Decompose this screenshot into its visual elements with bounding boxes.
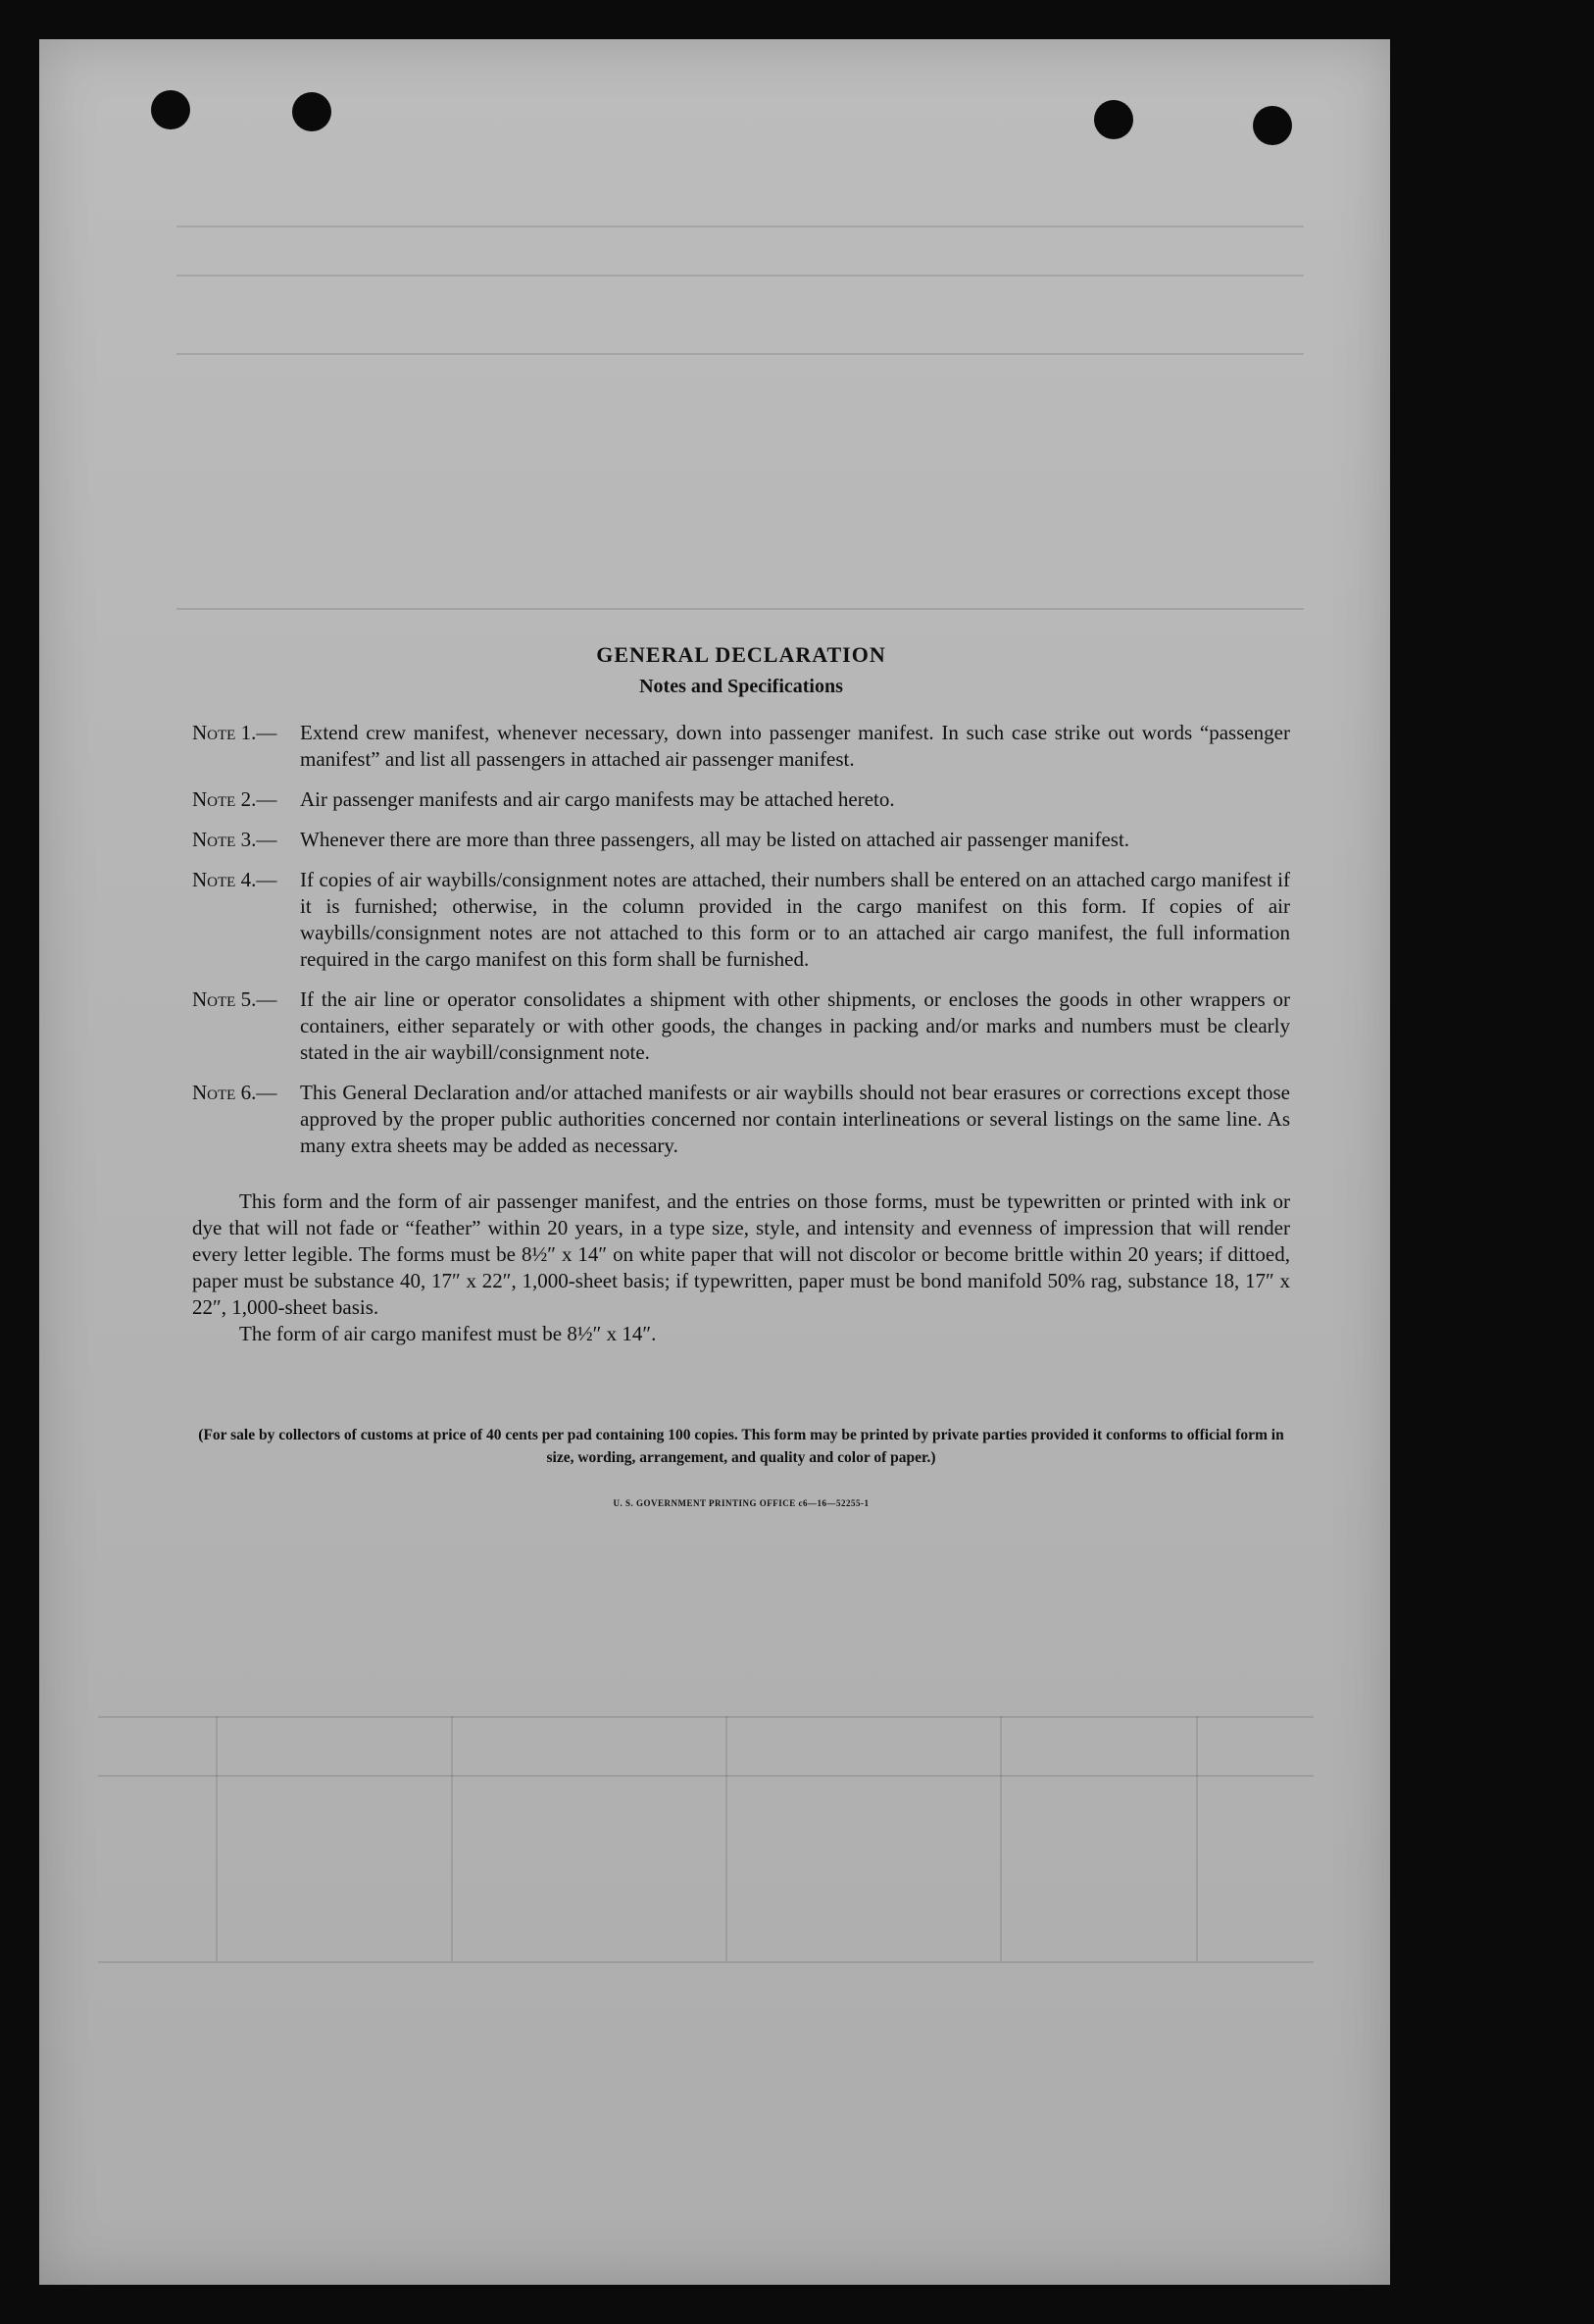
punch-hole — [151, 90, 190, 129]
note-text: If copies of air waybills/consignment notes are attached, their numbers shall be entered on an attached cargo manifest if it is furnished; otherwise, in the column provided in the cargo manifest on this form. If copies of air waybills/consignment notes are not attached to this form or to an attached air cargo manifest, the full information required in the cargo manifest on this form shall be furnished. — [300, 868, 1290, 971]
bleed-through-line — [725, 1716, 727, 1961]
specifications-paragraph: This form and the form of air passenger manifest, and the entries on those forms, must be typewritten or printed with ink or dye that will not fade or “feather” within 20 years, in a type size, style, and intensity and evenness of impression that will render every letter legible. The forms must be 8½″ x 14″ on white paper that will not discolor or become brittle within 20 years; if dittoed, paper must be substance 40, 17″ x 22″, 1,000-sheet basis; if typewritten, paper must be bond manifold 50% rag, substance 18, 17″ x 22″, 1,000-sheet basis. — [192, 1189, 1290, 1319]
cargo-manifest-size: The form of air cargo manifest must be 8½″ x 14″. — [239, 1322, 657, 1345]
note-label: Note 1.— — [192, 721, 277, 744]
page-title: GENERAL DECLARATION — [596, 642, 886, 667]
bleed-through-line — [98, 1716, 1314, 1718]
note-text: Extend crew manifest, whenever necessary, down into passenger manifest. In such case strike out words “passenger manifest” and list all passengers in attached air passenger manifest. — [300, 721, 1290, 771]
document-page — [39, 39, 1390, 2285]
note-6 — [192, 1080, 1290, 1159]
note-text: If the air line or operator consolidates a shipment with other shipments, or encloses the goods in other wrappers or containers, either separately or with other goods, the changes in packing and/or marks and numbers must be clearly stated in the air waybill/consignment note. — [300, 987, 1290, 1064]
bleed-through-line — [176, 608, 1304, 610]
note-text: This General Declaration and/or attached manifests or air waybills should not bear erasures or corrections except those approved by the proper public authorities concerned nor contain interlineations or several listings on the same line. As many extra sheets may be added as necessary. — [300, 1081, 1290, 1157]
bleed-through-line — [176, 226, 1304, 227]
note-3 — [192, 827, 1290, 853]
page-subtitle: Notes and Specifications — [639, 676, 843, 697]
punch-hole — [1253, 106, 1292, 145]
bleed-through-line — [98, 1961, 1314, 1963]
bleed-through-line — [98, 1775, 1314, 1777]
note-2 — [192, 786, 1290, 813]
bleed-through-line — [176, 353, 1304, 355]
notes-content — [192, 642, 1290, 1508]
note-text: Air passenger manifests and air cargo manifests may be attached hereto. — [300, 787, 895, 811]
punch-hole — [1094, 100, 1133, 139]
note-label: Note 6.— — [192, 1081, 277, 1104]
bleed-through-line — [1196, 1716, 1198, 1961]
note-label: Note 2.— — [192, 787, 277, 811]
note-1 — [192, 720, 1290, 773]
note-label: Note 5.— — [192, 987, 277, 1011]
note-label: Note 3.— — [192, 828, 277, 851]
note-5 — [192, 986, 1290, 1066]
printer-imprint: U. S. GOVERNMENT PRINTING OFFICE c6—16—52255-1 — [613, 1498, 870, 1508]
note-4 — [192, 867, 1290, 973]
bleed-through-line — [216, 1716, 218, 1961]
bleed-through-line — [176, 275, 1304, 277]
bleed-through-line — [1000, 1716, 1002, 1961]
bleed-through-line — [451, 1716, 453, 1961]
note-text: Whenever there are more than three passengers, all may be listed on attached air passenger manifest. — [300, 828, 1130, 851]
note-label: Note 4.— — [192, 868, 277, 891]
punch-hole — [292, 92, 331, 131]
sale-notice: (For sale by collectors of customs at price of 40 cents per pad containing 100 copies. This form may be printed by private parties provided it conforms to official form in size, wording, arrangement, and quality and color of paper.) — [198, 1427, 1284, 1466]
